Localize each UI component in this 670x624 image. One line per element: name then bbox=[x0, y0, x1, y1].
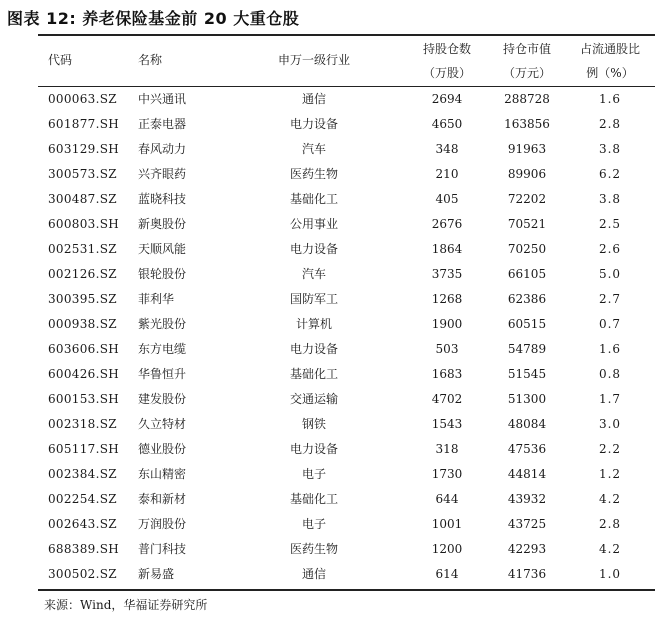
cell-code: 002643.SZ bbox=[48, 517, 117, 531]
cell-industry: 汽车 bbox=[301, 267, 326, 281]
table-row bbox=[0, 287, 670, 312]
cell-shares: 2694 bbox=[431, 92, 463, 106]
cell-code: 601877.SH bbox=[48, 117, 120, 131]
cell-industry: 钢铁 bbox=[301, 417, 326, 431]
table-row bbox=[0, 162, 670, 187]
cell-name: 万润股份 bbox=[138, 517, 187, 531]
cell-value: 47536 bbox=[507, 442, 547, 456]
cell-name: 久立特材 bbox=[138, 417, 187, 431]
cell-value: 43725 bbox=[507, 517, 547, 531]
cell-pct: 1.6 bbox=[598, 92, 622, 106]
cell-industry: 计算机 bbox=[295, 317, 332, 331]
cell-shares: 4702 bbox=[431, 392, 463, 406]
table-row bbox=[0, 237, 670, 262]
table-row bbox=[0, 312, 670, 337]
cell-value: 70250 bbox=[507, 242, 547, 256]
cell-shares: 1730 bbox=[431, 467, 463, 481]
cell-shares: 503 bbox=[435, 342, 459, 356]
cell-value: 163856 bbox=[504, 117, 550, 131]
cell-name: 紫光股份 bbox=[138, 317, 187, 331]
cell-industry: 通信 bbox=[301, 92, 326, 106]
cell-shares: 1001 bbox=[431, 517, 463, 531]
cell-industry: 医药生物 bbox=[289, 542, 338, 556]
table-row bbox=[0, 462, 670, 487]
cell-code: 002318.SZ bbox=[48, 417, 117, 431]
cell-name: 银轮股份 bbox=[138, 267, 187, 281]
header-code: 代码 bbox=[48, 53, 73, 67]
cell-code: 002384.SZ bbox=[48, 467, 117, 481]
cell-value: 51545 bbox=[507, 367, 547, 381]
cell-code: 000063.SZ bbox=[48, 92, 117, 106]
cell-pct: 4.2 bbox=[598, 492, 622, 506]
cell-value: 62386 bbox=[507, 292, 547, 306]
cell-industry: 汽车 bbox=[301, 142, 326, 156]
cell-value: 42293 bbox=[507, 542, 547, 556]
cell-industry: 基础化工 bbox=[289, 192, 338, 206]
cell-code: 600153.SH bbox=[48, 392, 120, 406]
cell-shares: 614 bbox=[435, 567, 459, 581]
table-row bbox=[0, 562, 670, 587]
cell-industry: 电力设备 bbox=[289, 442, 338, 456]
header-name: 名称 bbox=[138, 53, 163, 67]
cell-name: 东方电缆 bbox=[138, 342, 187, 356]
cell-code: 000938.SZ bbox=[48, 317, 117, 331]
cell-code: 002254.SZ bbox=[48, 492, 117, 506]
table-row bbox=[0, 437, 670, 462]
cell-code: 002531.SZ bbox=[48, 242, 117, 256]
cell-value: 72202 bbox=[507, 192, 547, 206]
cell-pct: 4.2 bbox=[598, 542, 622, 556]
cell-code: 603606.SH bbox=[48, 342, 120, 356]
cell-shares: 3735 bbox=[431, 267, 463, 281]
header-shares-line1: 持股仓数 bbox=[422, 42, 471, 56]
table-row bbox=[0, 387, 670, 412]
table-row bbox=[0, 112, 670, 137]
cell-pct: 2.2 bbox=[598, 442, 622, 456]
cell-value: 54789 bbox=[507, 342, 547, 356]
table-bottom-rule bbox=[38, 589, 655, 591]
cell-shares: 318 bbox=[435, 442, 459, 456]
cell-name: 普门科技 bbox=[138, 542, 187, 556]
cell-shares: 1543 bbox=[431, 417, 463, 431]
cell-industry: 交通运输 bbox=[289, 392, 338, 406]
cell-code: 300502.SZ bbox=[48, 567, 117, 581]
header-pct-line1: 占流通股比 bbox=[579, 42, 640, 56]
cell-code: 300487.SZ bbox=[48, 192, 117, 206]
cell-pct: 2.6 bbox=[598, 242, 622, 256]
header-value-line2: （万元） bbox=[502, 66, 551, 80]
cell-pct: 3.0 bbox=[598, 417, 622, 431]
cell-industry: 电力设备 bbox=[289, 342, 338, 356]
cell-shares: 1900 bbox=[431, 317, 463, 331]
cell-code: 300573.SZ bbox=[48, 167, 117, 181]
source-note: 来源：Wind，华福证券研究所 bbox=[44, 598, 208, 612]
cell-code: 603129.SH bbox=[48, 142, 120, 156]
table-row bbox=[0, 337, 670, 362]
table-row bbox=[0, 87, 670, 112]
cell-name: 新奥股份 bbox=[138, 217, 187, 231]
cell-name: 中兴通讯 bbox=[138, 92, 187, 106]
table-row bbox=[0, 362, 670, 387]
cell-code: 002126.SZ bbox=[48, 267, 117, 281]
cell-pct: 2.7 bbox=[598, 292, 622, 306]
cell-name: 华鲁恒升 bbox=[138, 367, 187, 381]
cell-value: 44814 bbox=[507, 467, 547, 481]
cell-pct: 1.6 bbox=[598, 342, 622, 356]
cell-industry: 电力设备 bbox=[289, 117, 338, 131]
cell-industry: 基础化工 bbox=[289, 492, 338, 506]
cell-shares: 405 bbox=[435, 192, 459, 206]
cell-shares: 1268 bbox=[431, 292, 463, 306]
cell-pct: 3.8 bbox=[598, 142, 622, 156]
cell-shares: 1683 bbox=[431, 367, 463, 381]
cell-name: 东山精密 bbox=[138, 467, 187, 481]
cell-pct: 1.0 bbox=[598, 567, 622, 581]
cell-value: 91963 bbox=[507, 142, 547, 156]
cell-name: 新易盛 bbox=[138, 567, 175, 581]
cell-value: 60515 bbox=[507, 317, 547, 331]
table-row bbox=[0, 412, 670, 437]
cell-industry: 电子 bbox=[301, 517, 326, 531]
figure-title: 图表 12: 养老保险基金前 20 大重仓股 bbox=[7, 9, 300, 28]
cell-pct: 5.0 bbox=[598, 267, 622, 281]
cell-name: 菲利华 bbox=[138, 292, 175, 306]
header-industry: 申万一级行业 bbox=[277, 53, 350, 67]
cell-industry: 医药生物 bbox=[289, 167, 338, 181]
cell-industry: 基础化工 bbox=[289, 367, 338, 381]
table-row bbox=[0, 137, 670, 162]
cell-name: 兴齐眼药 bbox=[138, 167, 187, 181]
cell-value: 70521 bbox=[507, 217, 547, 231]
cell-name: 泰和新材 bbox=[138, 492, 187, 506]
table-row bbox=[0, 187, 670, 212]
cell-industry: 电力设备 bbox=[289, 242, 338, 256]
cell-code: 688389.SH bbox=[48, 542, 120, 556]
table-top-rule bbox=[38, 34, 655, 36]
cell-name: 建发股份 bbox=[138, 392, 187, 406]
cell-pct: 0.8 bbox=[598, 367, 622, 381]
cell-name: 天顺风能 bbox=[138, 242, 187, 256]
cell-pct: 2.8 bbox=[598, 517, 622, 531]
cell-pct: 2.8 bbox=[598, 117, 622, 131]
cell-code: 300395.SZ bbox=[48, 292, 117, 306]
table-row bbox=[0, 537, 670, 562]
cell-pct: 1.2 bbox=[598, 467, 622, 481]
cell-industry: 电子 bbox=[301, 467, 326, 481]
cell-shares: 2676 bbox=[431, 217, 463, 231]
cell-value: 41736 bbox=[507, 567, 547, 581]
cell-shares: 348 bbox=[435, 142, 459, 156]
table-row bbox=[0, 262, 670, 287]
header-shares-line2: （万股） bbox=[422, 66, 471, 80]
cell-shares: 1864 bbox=[431, 242, 463, 256]
cell-name: 蓝晓科技 bbox=[138, 192, 187, 206]
cell-code: 605117.SH bbox=[48, 442, 120, 456]
cell-value: 288728 bbox=[504, 92, 550, 106]
cell-value: 66105 bbox=[507, 267, 547, 281]
cell-industry: 国防军工 bbox=[289, 292, 338, 306]
cell-name: 正泰电器 bbox=[138, 117, 187, 131]
cell-shares: 210 bbox=[435, 167, 459, 181]
header-pct-line2: 例（%） bbox=[586, 66, 634, 80]
cell-shares: 1200 bbox=[431, 542, 463, 556]
cell-value: 51300 bbox=[507, 392, 547, 406]
cell-name: 春风动力 bbox=[138, 142, 187, 156]
table-row bbox=[0, 487, 670, 512]
cell-shares: 4650 bbox=[431, 117, 463, 131]
cell-value: 48084 bbox=[507, 417, 547, 431]
cell-name: 德业股份 bbox=[138, 442, 187, 456]
cell-code: 600803.SH bbox=[48, 217, 120, 231]
cell-pct: 6.2 bbox=[598, 167, 622, 181]
cell-pct: 0.7 bbox=[598, 317, 622, 331]
cell-industry: 通信 bbox=[301, 567, 326, 581]
cell-code: 600426.SH bbox=[48, 367, 120, 381]
cell-pct: 2.5 bbox=[598, 217, 622, 231]
cell-industry: 公用事业 bbox=[289, 217, 338, 231]
cell-pct: 3.8 bbox=[598, 192, 622, 206]
cell-value: 89906 bbox=[507, 167, 547, 181]
header-value-line1: 持仓市值 bbox=[502, 42, 551, 56]
cell-shares: 644 bbox=[435, 492, 459, 506]
cell-pct: 1.7 bbox=[598, 392, 622, 406]
cell-value: 43932 bbox=[507, 492, 547, 506]
table-row bbox=[0, 512, 670, 537]
table-row bbox=[0, 212, 670, 237]
